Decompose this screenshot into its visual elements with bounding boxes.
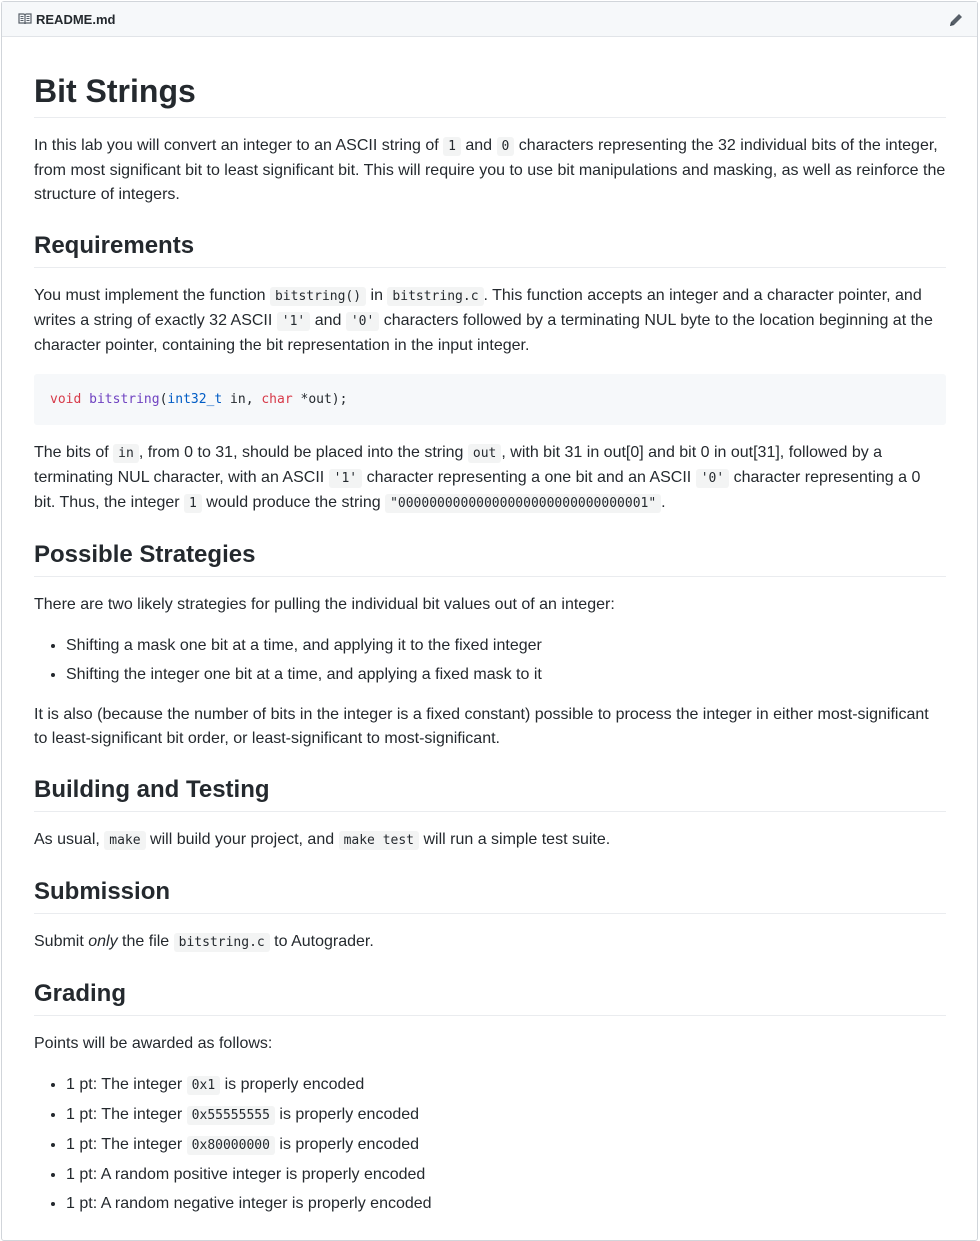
inline-code: make test	[339, 831, 419, 850]
readme-container	[1, 1, 978, 1241]
list-item: • 1 pt: A random negative integer is properly encoded	[66, 1191, 946, 1216]
list-item: • Shifting the integer one bit at a time, and applying a fixed mask to it	[66, 662, 946, 687]
grading-heading: Grading	[34, 979, 946, 1016]
submission-paragraph: Submit only the file bitstring.c to Autograder.	[34, 933, 374, 950]
book-icon	[18, 13, 32, 25]
inline-code: bitstring.c	[174, 933, 270, 952]
grading-intro: Points will be awarded as follows:	[34, 1035, 273, 1052]
file-name[interactable]: README.md	[36, 11, 116, 27]
inline-code: bitstring.c	[387, 287, 483, 306]
list-item: • Shifting a mask one bit at a time, and applying it to the fixed integer	[66, 633, 946, 658]
inline-code: '1'	[277, 312, 310, 331]
list-item: • 1 pt: The integer 0x1 is properly encoded	[66, 1072, 946, 1098]
inline-code: '1'	[329, 469, 362, 488]
inline-code: 1	[184, 494, 202, 513]
code-block: void bitstring(int32_t in, char *out);	[34, 374, 946, 425]
requirements-paragraph: You must implement the function bitstring() in bitstring.c . This function accepts an integer and a character pointer, and writes a string of exactly 32 ASCII '1' and '0' characters followed by a terminating NUL byte to the location beginning at the character pointer, containing the bit representation in the input integer.	[34, 287, 933, 354]
pencil-icon[interactable]	[947, 11, 965, 29]
list-item: • 1 pt: The integer 0x80000000 is properly encoded	[66, 1132, 946, 1158]
file-header	[2, 2, 977, 37]
readme-body	[2, 71, 977, 1216]
inline-code: '0'	[696, 469, 729, 488]
strategies-list	[34, 633, 946, 687]
inline-code: bitstring()	[270, 287, 366, 306]
intro-paragraph: In this lab you will convert an integer to an ASCII string of 1 and 0 characters representing the 32 individual bits of the integer, from most significant bit to least significant bit. This will require you to use bit manipulations and masking, as well as reinforce the structure of integers.	[34, 137, 946, 203]
page-title: Bit Strings	[34, 71, 946, 118]
requirements-heading: Requirements	[34, 231, 946, 268]
inline-code: out	[468, 444, 501, 463]
inline-code: 0x80000000	[187, 1136, 275, 1155]
building-paragraph: As usual, make will build your project, and make test will run a simple test suite.	[34, 831, 611, 848]
list-item: • 1 pt: A random positive integer is properly encoded	[66, 1162, 946, 1187]
inline-code: make	[104, 831, 145, 850]
inline-code: "00000000000000000000000000000001"	[385, 494, 661, 513]
grading-list	[34, 1072, 946, 1216]
list-item: • 1 pt: The integer 0x55555555 is properly encoded	[66, 1102, 946, 1128]
strategies-outro: It is also (because the number of bits in the integer is a fixed constant) possible to process the integer in either most-significant to least-significant bit order, or least-significant to most-significant.	[34, 706, 929, 747]
inline-code: in	[113, 444, 139, 463]
strategies-intro: There are two likely strategies for pulling the individual bit values out of an integer:	[34, 596, 615, 613]
inline-code: 0x1	[187, 1076, 220, 1095]
inline-code: '0'	[346, 312, 379, 331]
strategies-heading: Possible Strategies	[34, 540, 946, 577]
building-heading: Building and Testing	[34, 775, 946, 812]
inline-code: 0	[497, 137, 515, 156]
inline-code: 1	[443, 137, 461, 156]
bits-paragraph: The bits of in , from 0 to 31, should be placed into the string out , with bit 31 in out[0] and bit 0 in out[31], followed by a terminating NUL character, with an ASCII '1' character representing a one bit and an ASCII '0' character representing a 0 bit. Thus, the integer 1 would produce the string "00000000000000000000000000000001" .	[34, 444, 921, 511]
inline-code: 0x55555555	[187, 1106, 275, 1125]
submission-heading: Submission	[34, 877, 946, 914]
